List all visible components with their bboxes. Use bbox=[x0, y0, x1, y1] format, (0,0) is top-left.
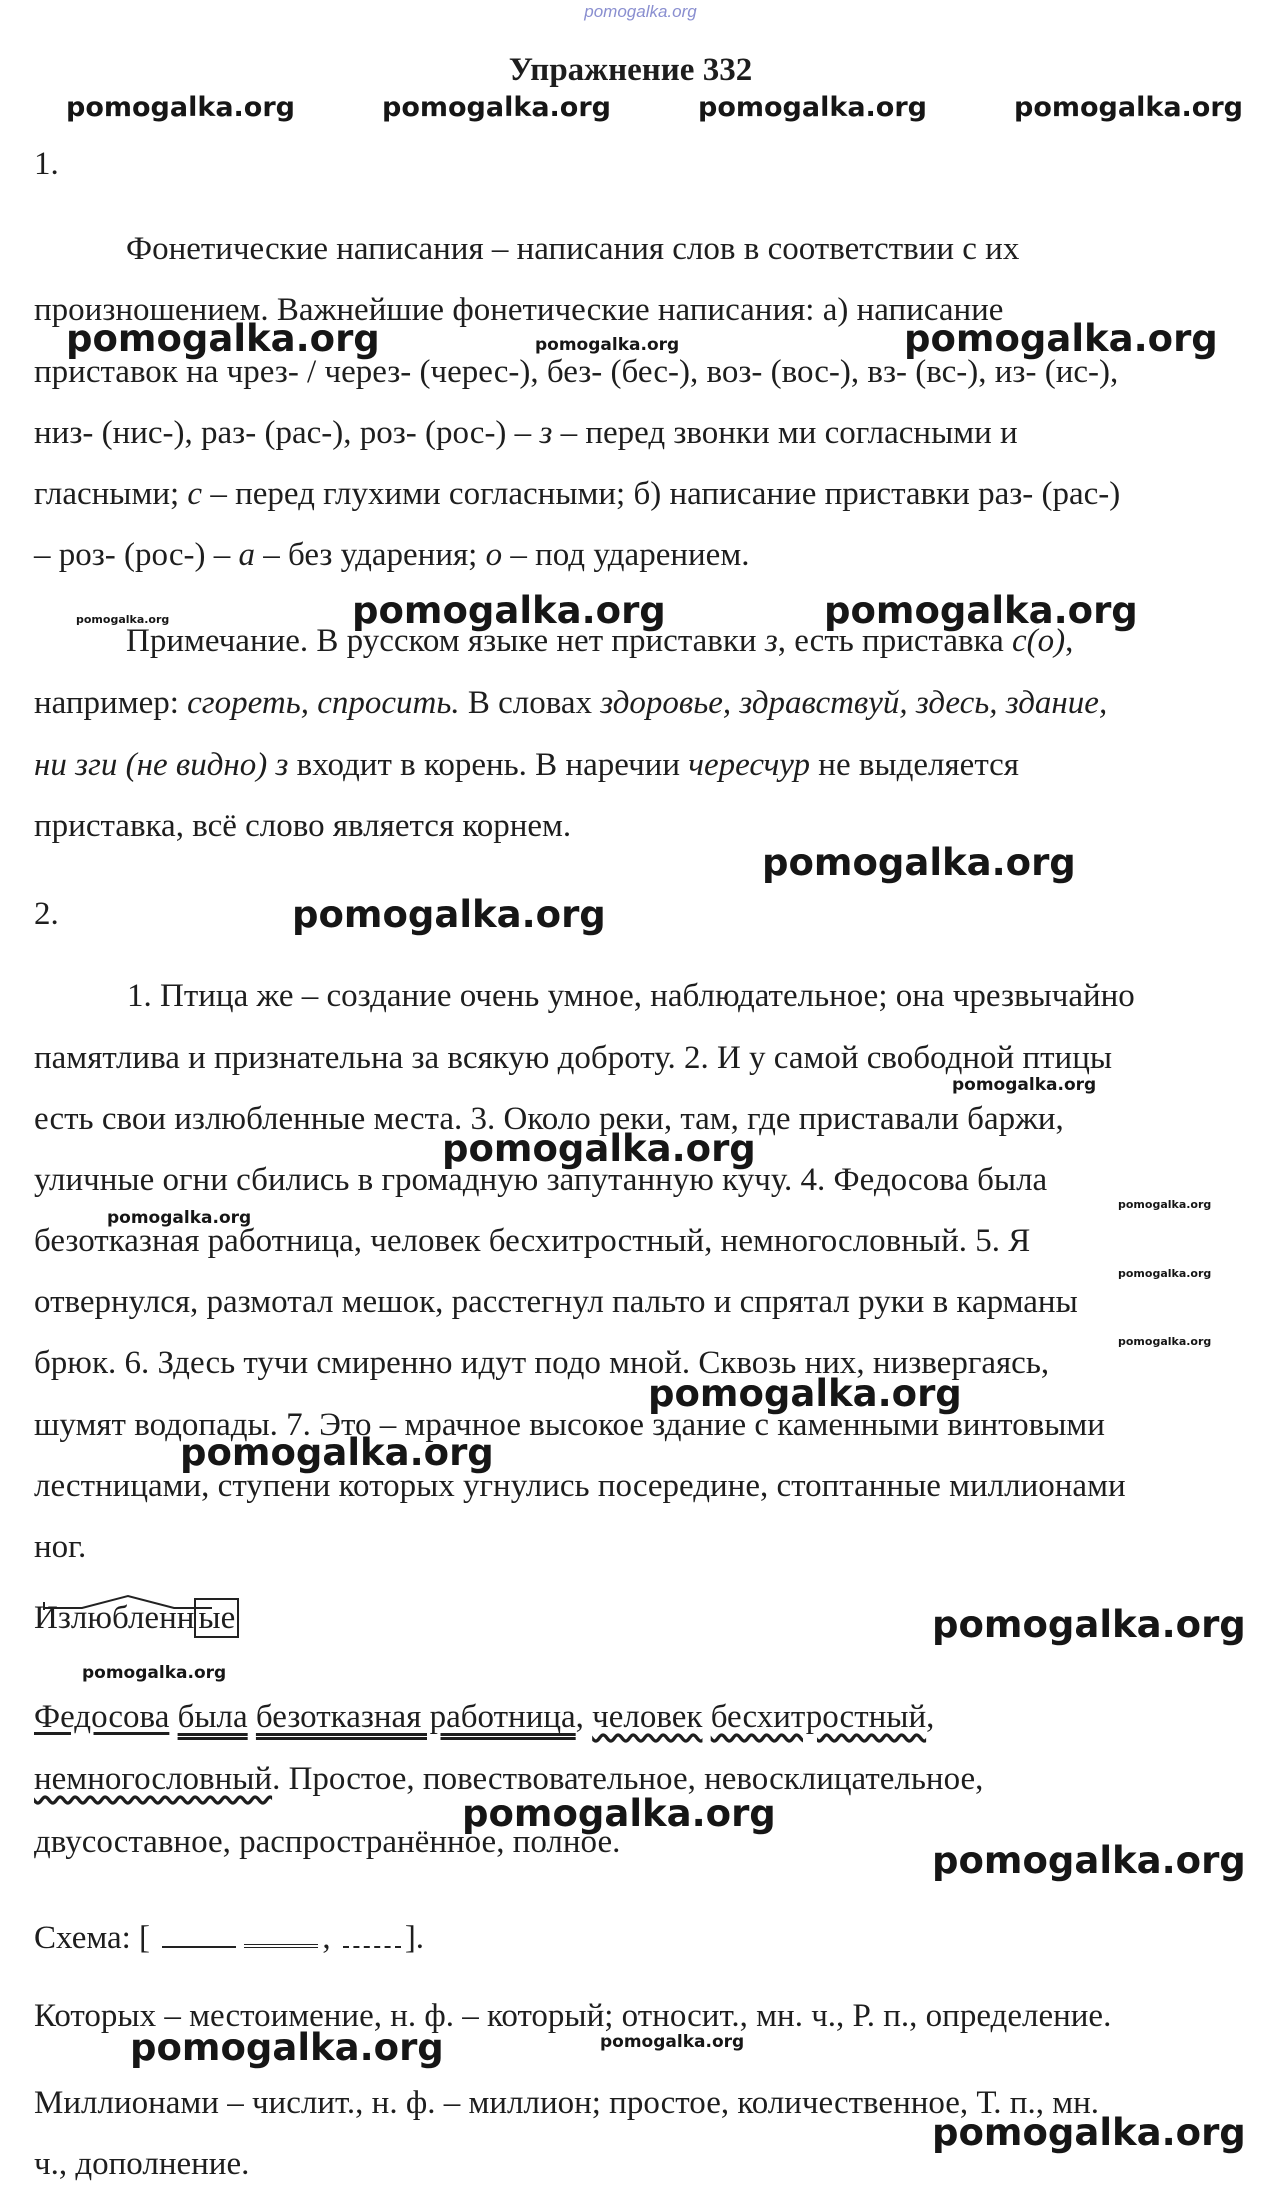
text-line: приставок на чрез- / через- (черес-), без- (бес-), воз- (вос-), вз- (вс-), из- (ис-), bbox=[34, 354, 1119, 390]
parsing-line: Которых – местоимение, н. ф. – который; относит., мн. ч., Р. п., определение. bbox=[34, 1998, 1112, 2034]
text-line: памятлива и признательна за всякую доброту. 2. И у самой свободной птицы bbox=[34, 1040, 1113, 1076]
watermark: pomogalka.org bbox=[648, 1372, 962, 1415]
text-line: произношением. Важнейшие фонетические написания: а) написание bbox=[34, 292, 1004, 328]
watermark: pomogalka.org bbox=[535, 335, 680, 355]
watermark: pomogalka.org bbox=[180, 1431, 494, 1474]
text-line: есть свои излюбленные места. 3. Около реки, там, где приставали баржи, bbox=[34, 1101, 1064, 1137]
watermark: pomogalka.org bbox=[698, 92, 927, 123]
text-line: низ- (нис-), раз- (рас-), роз- (рос-) – з – перед звонки ми согласными и bbox=[34, 415, 1018, 451]
text-line: лестницами, ступени которых угнулись посередине, стоптанные миллионами bbox=[34, 1468, 1126, 1504]
note-line: приставка, всё слово является корнем. bbox=[34, 808, 572, 844]
watermark: pomogalka.org bbox=[107, 1208, 252, 1228]
text-line: отвернулся, размотал мешок, расстегнул пальто и спрятал руки в карманы bbox=[34, 1284, 1078, 1320]
watermark: pomogalka.org bbox=[1014, 92, 1243, 123]
note-line: например: сгореть, спросить. В словах здоровье, здравствуй, здесь, здание, bbox=[34, 685, 1108, 721]
schema-subject-line bbox=[162, 1920, 236, 1948]
schema-predicate-line bbox=[244, 1918, 318, 1948]
watermark: pomogalka.org bbox=[1118, 1267, 1212, 1280]
watermark: pomogalka.org bbox=[130, 2026, 444, 2069]
watermark: pomogalka.org bbox=[904, 317, 1218, 360]
note-line: ни зги (не видно) з входит в корень. В наречии чересчур не выделяется bbox=[34, 747, 1019, 783]
watermark: pomogalka.org bbox=[66, 92, 295, 123]
analysis-line: Федосова была безотказная работница, человек бесхитростный, bbox=[34, 1699, 935, 1735]
watermark: pomogalka.org bbox=[932, 1603, 1246, 1646]
watermark: pomogalka.org bbox=[462, 1792, 776, 1835]
text-line: 1. Птица же – создание очень умное, наблюдательное; она чрезвычайно bbox=[127, 978, 1135, 1014]
parsing-line: ч., дополнение. bbox=[34, 2146, 250, 2182]
watermark: pomogalka.org bbox=[824, 589, 1138, 632]
exercise-title: Упражнение 332 bbox=[508, 52, 753, 88]
section-number: 1. bbox=[34, 146, 59, 182]
text-line: безотказная работница, человек бесхитростный, немногословный. 5. Я bbox=[34, 1223, 1031, 1259]
watermark: pomogalka.org bbox=[1118, 1335, 1212, 1348]
note-line: Примечание. В русском языке нет приставки з, есть приставка с(о), bbox=[126, 623, 1074, 659]
morpheme-stem: Излюбленн bbox=[34, 1600, 195, 1636]
morpheme-ending: ые bbox=[194, 1598, 239, 1638]
text-line: гласными; с – перед глухими согласными; б) написание приставки раз- (рас-) bbox=[34, 476, 1121, 512]
text-line: уличные огни сбились в громадную запутанную кучу. 4. Федосова была bbox=[34, 1162, 1048, 1198]
watermark: pomogalka.org bbox=[932, 1839, 1246, 1882]
text-line: – роз- (рос-) – а – без ударения; о – под ударением. bbox=[34, 537, 750, 573]
top-watermark[interactable]: pomogalka.org bbox=[584, 2, 697, 21]
watermark: pomogalka.org bbox=[442, 1127, 756, 1170]
watermark: pomogalka.org bbox=[1118, 1198, 1212, 1211]
text-line: Фонетические написания – написания слов в соответствии с их bbox=[126, 231, 1020, 267]
watermark: pomogalka.org bbox=[600, 2032, 745, 2052]
watermark: pomogalka.org bbox=[952, 1075, 1097, 1095]
section-number: 2. bbox=[34, 896, 59, 932]
analysis-line: двусоставное, распространённое, полное. bbox=[34, 1824, 621, 1860]
watermark: pomogalka.org bbox=[382, 92, 611, 123]
watermark: pomogalka.org bbox=[82, 1663, 227, 1683]
text-line: шумят водопады. 7. Это – мрачное высокое здание с каменными винтовыми bbox=[34, 1407, 1105, 1443]
morpheme-word bbox=[34, 1602, 239, 1635]
watermark: pomogalka.org bbox=[66, 317, 380, 360]
sentence-schema: Схема: [ , ]. bbox=[34, 1920, 425, 1956]
watermark: pomogalka.org bbox=[76, 613, 170, 626]
watermark: pomogalka.org bbox=[352, 589, 666, 632]
watermark: pomogalka.org bbox=[292, 893, 606, 936]
text-line: брюк. 6. Здесь тучи смиренно идут подо мной. Сквозь них, низвергаясь, bbox=[34, 1345, 1050, 1381]
analysis-line: немногословный. Простое, повествовательное, невосклицательное, bbox=[34, 1761, 984, 1797]
parsing-line: Миллионами – числит., н. ф. – миллион; простое, количественное, Т. п., мн. bbox=[34, 2085, 1099, 2121]
watermark: pomogalka.org bbox=[932, 2111, 1246, 2154]
schema-apposition-line bbox=[343, 1920, 401, 1948]
watermark: pomogalka.org bbox=[762, 841, 1076, 884]
text-line: ног. bbox=[34, 1529, 87, 1565]
